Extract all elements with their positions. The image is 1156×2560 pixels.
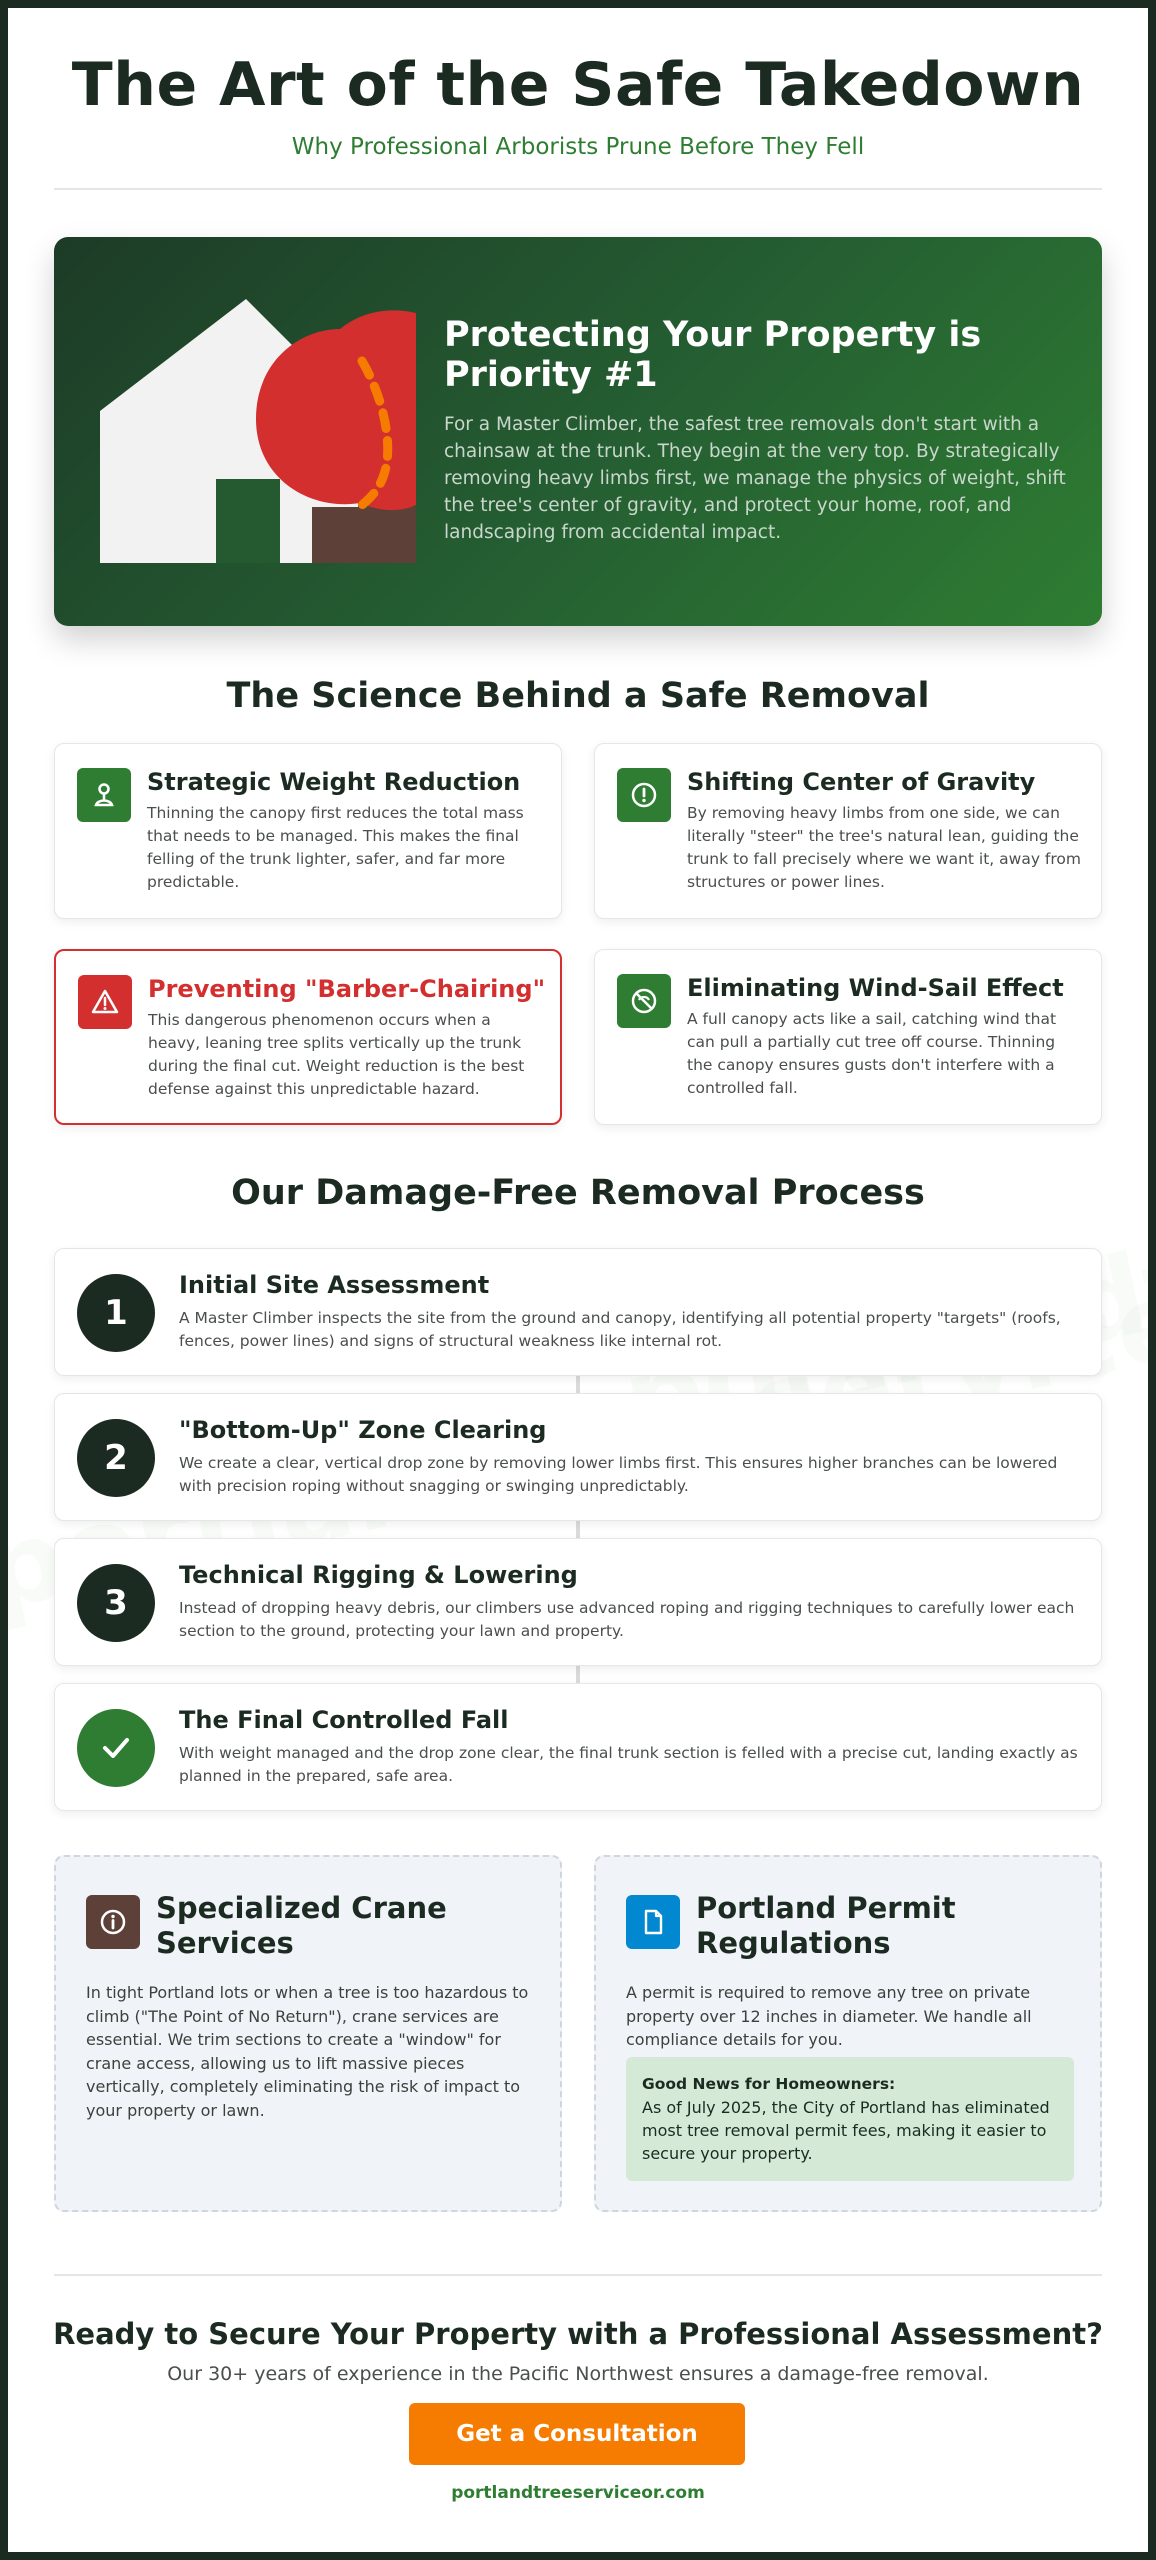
step-text: We create a clear, vertical drop zone by removing lower limbs first. This ensures higher branches can be lowered with precision roping without snagging or swinging unpredictably.	[179, 1454, 1058, 1495]
process-section-title: Our Damage-Free Removal Process	[231, 1173, 925, 1213]
card-center-of-gravity	[594, 743, 1102, 919]
permit-title: Portland Permit Regulations	[696, 1891, 956, 1960]
card-wind-sail	[594, 949, 1102, 1125]
step-number: 1	[77, 1274, 155, 1352]
hero-banner	[54, 237, 1102, 626]
card-text: This dangerous phenomenon occurs when a heavy, leaning tree splits vertically up the trunk during the final cut. Weight reduction is the best defense against this unpredictable hazard.	[148, 1011, 525, 1098]
info-icon	[86, 1895, 140, 1949]
crane-text: In tight Portland lots or when a tree is too hazardous to climb ("The Point of No Return"), crane services are essential. We trim sections to create a "window" for crane access, allowing us to lift massive pieces vertically, completely eliminating the risk of impact to your property or lawn.	[86, 1983, 529, 2120]
permit-text: A permit is required to remove any tree on private property over 12 inches in diameter. We handle all compliance details for you.	[626, 1983, 1032, 2049]
step-complete-badge	[77, 1709, 155, 1787]
cta-subtitle: Our 30+ years of experience in the Pacific Northwest ensures a damage-free removal.	[167, 2363, 989, 2385]
step-title: "Bottom-Up" Zone Clearing	[179, 1416, 547, 1444]
page-subtitle: Why Professional Arborists Prune Before They Fell	[291, 134, 865, 160]
card-text: By removing heavy limbs from one side, we can literally "steer" the tree's natural lean, guiding the trunk to fall precisely where we want it, away from structures or power lines.	[687, 804, 1081, 891]
no-wind-icon	[617, 974, 671, 1028]
get-consultation-button[interactable]: Get a Consultation	[409, 2403, 745, 2465]
card-text: A full canopy acts like a sail, catching wind that can pull a partially cut tree off course. Thinning the canopy ensures gusts don't interfere with a controlled fall.	[687, 1010, 1057, 1097]
header-divider	[54, 188, 1102, 190]
hero-title: Protecting Your Property is Priority #1	[444, 315, 982, 395]
crane-title: Specialized Crane Services	[156, 1891, 447, 1960]
footer-divider	[54, 2274, 1102, 2276]
weight-icon	[77, 768, 131, 822]
website-link[interactable]: portlandtreeserviceor.com	[451, 2483, 705, 2503]
document-icon	[626, 1895, 680, 1949]
card-barber-chairing	[54, 949, 562, 1125]
permit-regulations-box	[594, 1855, 1102, 2212]
card-title: Strategic Weight Reduction	[147, 768, 521, 796]
crane-services-box	[54, 1855, 562, 2212]
house-tree-illustration	[100, 299, 416, 563]
good-news-callout	[626, 2057, 1074, 2181]
good-news-title: Good News for Homeowners:	[642, 2075, 896, 2093]
card-text: Thinning the canopy first reduces the total mass that needs to be managed. This makes the final felling of the trunk lighter, safer, and far more predictable.	[147, 804, 524, 891]
science-section-title: The Science Behind a Safe Removal	[226, 676, 930, 716]
card-title: Eliminating Wind-Sail Effect	[687, 974, 1064, 1002]
warning-icon	[78, 975, 132, 1029]
process-step-3	[54, 1538, 1102, 1666]
step-text: A Master Climber inspects the site from the ground and canopy, identifying all potential property "targets" (roofs, fences, power lines) and signs of structural weakness like internal rot.	[179, 1309, 1061, 1350]
hero-text: For a Master Climber, the safest tree removals don't start with a chainsaw at the trunk. They begin at the very top. By strategically removing heavy limbs first, we manage the physics of weight, shift the tree's center of gravity, and protect your home, roof, and landscaping from accidental impact.	[444, 414, 1066, 543]
card-weight-reduction	[54, 743, 562, 919]
process-step-final	[54, 1683, 1102, 1811]
cta-title: Ready to Secure Your Property with a Professional Assessment?	[53, 2317, 1103, 2351]
alert-circle-icon	[617, 768, 671, 822]
card-title: Shifting Center of Gravity	[687, 768, 1036, 796]
good-news-text: As of July 2025, the City of Portland has eliminated most tree removal permit fees, making it easier to secure your property.	[642, 2098, 1050, 2163]
process-step-2	[54, 1393, 1102, 1521]
step-title: Initial Site Assessment	[179, 1271, 490, 1299]
step-number: 2	[77, 1419, 155, 1497]
step-title: Technical Rigging & Lowering	[179, 1561, 578, 1589]
step-text: With weight managed and the drop zone clear, the final trunk section is felled with a precise cut, landing exactly as planned in the prepared, safe area.	[179, 1744, 1078, 1785]
infographic-page	[8, 8, 1148, 2552]
card-title: Preventing "Barber-Chairing"	[148, 975, 546, 1003]
step-title: The Final Controlled Fall	[179, 1706, 509, 1734]
page-title: The Art of the Safe Takedown	[71, 50, 1085, 120]
process-step-1	[54, 1248, 1102, 1376]
step-number: 3	[77, 1564, 155, 1642]
checkmark-icon	[99, 1731, 133, 1765]
step-text: Instead of dropping heavy debris, our climbers use advanced roping and rigging techniques to carefully lower each section to the ground, protecting your lawn and property.	[179, 1599, 1075, 1640]
